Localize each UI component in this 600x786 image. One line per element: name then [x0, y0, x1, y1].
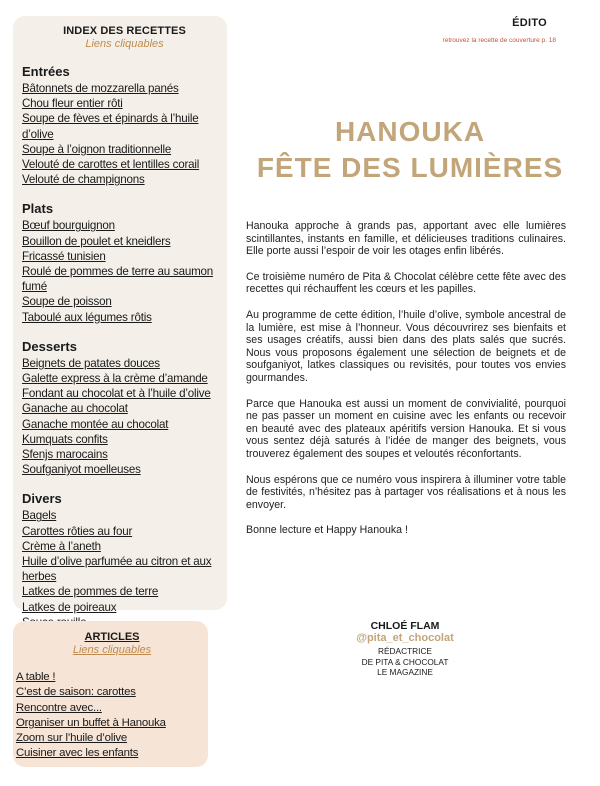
author-handle: @pita_et_chocolat	[356, 632, 454, 644]
recipe-link[interactable]: Soupe de poisson	[22, 295, 112, 309]
articles-list	[16, 670, 208, 762]
section-title-plats: Plats	[22, 201, 54, 217]
recipe-link[interactable]: Bouillon de poulet et kneidlers	[22, 234, 171, 248]
cover-recipe-note: retrouvez la recette de couverture p. 18	[442, 37, 556, 44]
paragraph: Hanouka approche à grands pas, apportant avec elle lumières scintillantes, instants en famille, et délicieuses traditions culinaires. Elle porte aussi l’espoir de voir les otages enfin libérés.	[246, 220, 566, 258]
list-item[interactable]	[22, 96, 227, 111]
list-item[interactable]	[22, 539, 227, 554]
list-item[interactable]	[22, 234, 227, 249]
list-item[interactable]	[22, 310, 227, 325]
list-item[interactable]	[22, 371, 227, 386]
articles-subtitle: Liens cliquables	[72, 644, 152, 656]
list-item[interactable]	[16, 685, 208, 700]
list-item[interactable]	[22, 81, 227, 96]
recipe-link[interactable]: Ganache au chocolat	[22, 402, 128, 416]
articles-panel	[13, 621, 208, 767]
recipe-link[interactable]: Kumquats confits	[22, 432, 108, 446]
author-role-line: DE PITA & CHOCOLAT	[361, 656, 449, 667]
recipe-link[interactable]: Bagels	[22, 509, 57, 523]
list-item[interactable]	[16, 716, 208, 731]
divers-list	[22, 508, 227, 630]
recipe-link[interactable]: Huile d’olive parfumée au citron et aux herbes	[22, 555, 212, 584]
list-item[interactable]	[22, 172, 227, 187]
article-link[interactable]: Cuisiner avec les enfants	[16, 747, 139, 760]
edito-body	[246, 220, 566, 550]
list-item[interactable]	[22, 401, 227, 416]
author-role-line: RÉDACTRICE	[378, 646, 432, 656]
recipe-link[interactable]: Latkes de poireaux	[22, 600, 117, 614]
recipe-link[interactable]: Velouté de carottes et lentilles corail	[22, 158, 200, 172]
list-item[interactable]	[22, 508, 227, 523]
recipe-link[interactable]: Velouté de champignons	[22, 173, 145, 187]
recipe-link[interactable]: Crème à l’aneth	[22, 539, 101, 553]
list-item[interactable]	[22, 600, 227, 615]
author-role-line: LE MAGAZINE	[377, 667, 433, 677]
article-link[interactable]: Zoom sur l’huile d’olive	[16, 732, 128, 745]
list-item[interactable]	[16, 746, 208, 761]
list-item[interactable]	[22, 218, 227, 233]
section-title-divers: Divers	[22, 491, 62, 507]
list-item[interactable]	[22, 447, 227, 462]
recipe-link[interactable]: Bâtonnets de mozzarella panés	[22, 82, 179, 95]
recipe-link[interactable]: Soupe à l’oignon traditionnelle	[22, 142, 172, 156]
section-title-desserts: Desserts	[22, 338, 77, 354]
list-item[interactable]	[22, 584, 227, 599]
recipe-link[interactable]: Soufganiyot moelleuses	[22, 463, 141, 477]
article-link[interactable]: A table !	[16, 671, 56, 683]
list-item[interactable]	[22, 524, 227, 539]
recipe-link[interactable]: Fondant au chocolat et à l’huile d’olive	[22, 387, 211, 401]
recipe-link[interactable]: Fricassé tunisien	[22, 249, 106, 263]
section-title-entrees: Entrées	[22, 64, 70, 79]
articles-title: ARTICLES	[84, 631, 140, 643]
plats-list	[22, 218, 227, 324]
article-link[interactable]: Rencontre avec...	[16, 701, 102, 714]
list-item[interactable]	[22, 111, 227, 141]
index-subtitle: Liens cliquables	[85, 38, 164, 50]
recipe-link[interactable]: Bœuf bourguignon	[22, 219, 115, 233]
recipe-link[interactable]: Taboulé aux légumes rôtis	[22, 310, 152, 324]
edito-label: ÉDITO	[512, 17, 547, 29]
list-item[interactable]	[22, 432, 227, 447]
author-role	[330, 646, 480, 678]
paragraph: Ce troisième numéro de Pita & Chocolat célèbre cette fête avec des recettes qui réchauffent les cœurs et les papilles.	[246, 270, 566, 296]
list-item[interactable]	[22, 462, 227, 477]
recipe-link[interactable]: Latkes de pommes de terre	[22, 585, 159, 599]
paragraph: Nous espérons que ce numéro vous inspirera à illuminer votre table de festivités, n’hésitez pas à partager vos réalisations et à nous les envoyer.	[246, 473, 566, 511]
recipe-link[interactable]: Galette express à la crème d’amande	[22, 372, 208, 386]
desserts-list	[22, 356, 227, 478]
list-item[interactable]	[22, 417, 227, 432]
list-item[interactable]	[22, 264, 227, 294]
list-item[interactable]	[16, 701, 208, 716]
article-link[interactable]: C’est de saison: carottes	[16, 686, 136, 699]
recipe-link[interactable]: Sfenjs marocains	[22, 448, 108, 462]
paragraph: Bonne lecture et Happy Hanouka !	[246, 524, 408, 537]
recipe-link[interactable]: Beignets de patates douces	[22, 356, 160, 370]
recipe-link[interactable]: Roulé de pommes de terre au saumon fumé	[22, 265, 214, 294]
recipe-link[interactable]: Ganache montée au chocolat	[22, 417, 169, 431]
page-title-line1: HANOUKA	[334, 116, 486, 147]
list-item[interactable]	[22, 294, 227, 309]
article-link[interactable]: Organiser un buffet à Hanouka	[16, 716, 166, 729]
list-item[interactable]	[22, 554, 222, 584]
recipe-link[interactable]: Carottes rôties au four	[22, 524, 133, 538]
entrees-list	[22, 81, 227, 187]
list-item[interactable]	[16, 731, 208, 746]
recipe-link[interactable]: Soupe de fèves et épinards à l’huile d’olive	[22, 112, 199, 141]
page-title-line2: FÊTE DES LUMIÈRES	[256, 152, 564, 183]
list-item[interactable]	[22, 142, 227, 157]
author-name: CHLOÉ FLAM	[370, 620, 440, 632]
list-item[interactable]	[16, 670, 208, 685]
list-item[interactable]	[22, 157, 227, 172]
paragraph: Parce que Hanouka est aussi un moment de convivialité, pourquoi ne pas passer un moment en cuisine avec les enfants ou recevoir en beauté avec des plateaux apéritifs version Hanouka. Et si vous vous sentez déjà saturés à l’idée de manger des beignets, vous trouverez également des soupes et veloutés réconfortants.	[246, 397, 566, 460]
recipe-link[interactable]: Chou fleur entier rôti	[22, 97, 123, 111]
list-item[interactable]	[22, 249, 227, 264]
list-item[interactable]	[22, 386, 227, 401]
list-item[interactable]	[22, 356, 227, 371]
paragraph: Au programme de cette édition, l’huile d’olive, symbole ancestral de la lumière, est mise à l’honneur. Vous découvrirez ses bienfaits et ses usages créatifs, aussi bien dans des plats salés que sucrés. Nous vous proposons également une sélection de beignets et de soufganiyot, latkes classiques ou revisités, pour toutes vos envies gourmandes.	[246, 308, 566, 384]
recipe-index-panel	[13, 16, 227, 614]
index-title: INDEX DES RECETTES	[63, 25, 186, 37]
